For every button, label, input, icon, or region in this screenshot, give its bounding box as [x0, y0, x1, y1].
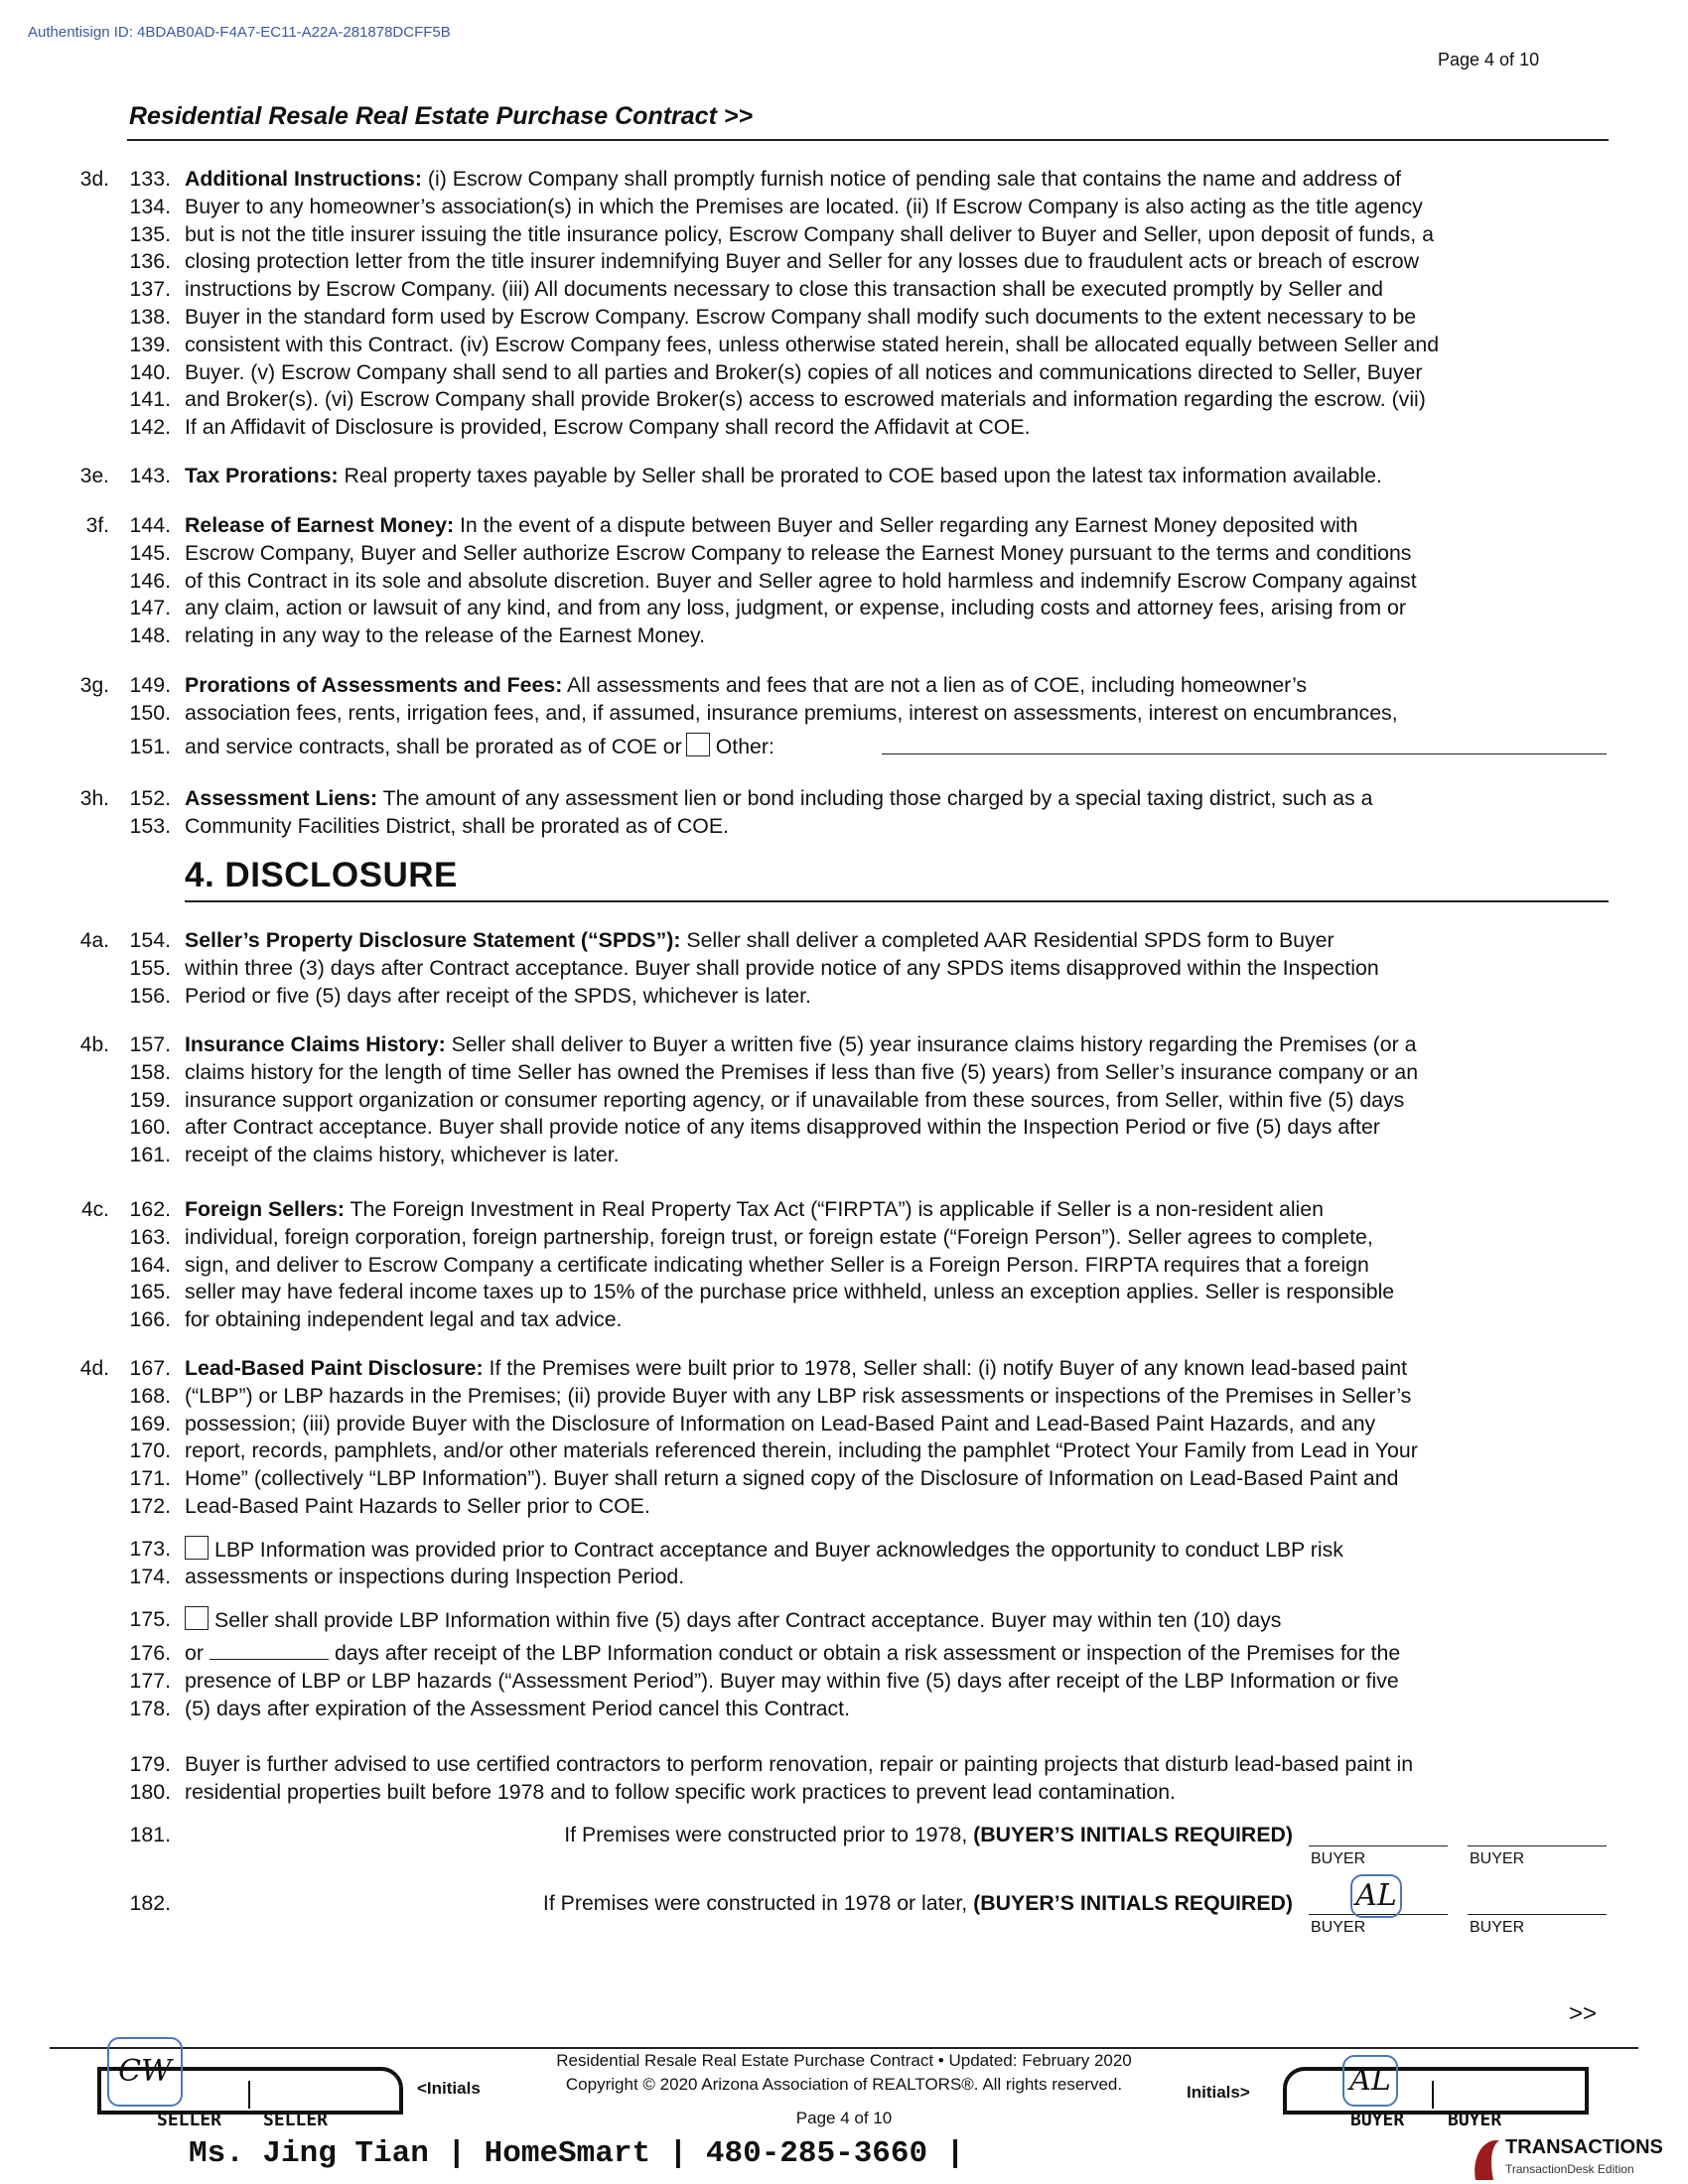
section-3g: [60, 672, 1618, 761]
section-label: 4b.: [79, 1033, 109, 1056]
initials-left-label: <Initials: [417, 2079, 481, 2098]
line-text-after: days after receipt of the LBP Information conduct or obtain a risk assessment or inspection of the Premises for the: [334, 1640, 1401, 1665]
line-text: consistent with this Contract. (iv) Escrow Company fees, unless otherwise stated herein, shall be allocated equally between Seller and: [185, 332, 1440, 356]
section-4a: [60, 927, 1618, 1010]
section-label: 3h.: [79, 787, 109, 810]
line-147: [60, 595, 1618, 622]
section-label: 3d.: [79, 168, 109, 191]
buyer-initials-box[interactable]: [1283, 2067, 1589, 2115]
line-139: [60, 332, 1618, 359]
line-number: 145.: [129, 540, 171, 565]
line-163: [60, 1224, 1618, 1252]
line-number: 156.: [129, 983, 171, 1008]
line-number: 165.: [129, 1280, 171, 1304]
line-173: [60, 1536, 1618, 1564]
line-168: [60, 1383, 1618, 1411]
line-number: 135.: [129, 221, 171, 246]
title-divider: [127, 139, 1609, 141]
line-number: 141.: [129, 387, 171, 412]
clause-heading: Tax Prorations:: [185, 464, 339, 487]
line-text: insurance support organization or consumer reporting agency, or if unavailable from these sources, from Seller, within five (5) days: [185, 1087, 1405, 1112]
line-number: 137.: [129, 277, 171, 302]
line-number: 167.: [129, 1356, 171, 1380]
line-text: or: [185, 1640, 204, 1665]
line-text: claims history for the length of time Seller has owned the Premises if less than five (5) years) from Seller’s insurance company or an: [185, 1059, 1419, 1084]
line-number: 169.: [129, 1411, 171, 1435]
section-label: 4a.: [79, 929, 109, 952]
buyer-initials-signature: AL: [1350, 1874, 1402, 1918]
buyer-label: BUYER: [1470, 1850, 1525, 1867]
line-text: If an Affidavit of Disclosure is provided, Escrow Company shall record the Affidavit at COE.: [185, 415, 1031, 440]
initials-right-label: Initials>: [1187, 2083, 1250, 2102]
section-3e: [60, 463, 1618, 490]
line-133: [60, 166, 1618, 194]
line-text: within three (3) days after Contract acceptance. Buyer shall provide notice of any SPDS items disapproved within the Inspection: [185, 955, 1379, 980]
clause-heading: Foreign Sellers:: [185, 1197, 345, 1221]
line-text: Buyer is further advised to use certified contractors to perform renovation, repair or painting projects that disturb lead-based paint in: [185, 1752, 1414, 1776]
section-4c: [60, 1196, 1618, 1334]
line-146: [60, 568, 1618, 596]
line-number: 175.: [129, 1607, 171, 1631]
line-number: 159.: [129, 1087, 171, 1112]
line-text: and Broker(s). (vi) Escrow Company shall provide Broker(s) access to escrowed materials and information regarding the escrow. (vii): [185, 387, 1426, 412]
buyer-label: BUYER: [1448, 2110, 1502, 2130]
section-label: 4d.: [79, 1357, 109, 1380]
seller-box-divider: [248, 2081, 250, 2109]
initials-text: If Premises were constructed prior to 1978,: [564, 1823, 974, 1846]
footer-page-number: Page 4 of 10: [795, 2109, 893, 2127]
line-text: The Foreign Investment in Real Property Tax Act (“FIRPTA”) is applicable if Seller is a non-resident alien: [344, 1197, 1324, 1221]
lbp-advisory: [60, 1751, 1618, 1807]
logo-subtitle: TransactionDesk Edition: [1505, 2162, 1634, 2176]
line-161: [60, 1142, 1618, 1169]
line-text: Home” (collectively “LBP Information”). Buyer shall return a signed copy of the Disclosure of Information on Lead-Based Paint and: [185, 1466, 1399, 1491]
line-number: 166.: [129, 1307, 171, 1332]
line-157: [60, 1031, 1618, 1059]
clause-heading: Additional Instructions:: [185, 167, 422, 191]
line-number: 161.: [129, 1143, 171, 1167]
line-text: assessments or inspections during Inspection Period.: [185, 1564, 685, 1588]
section-4d: [60, 1355, 1618, 1521]
agent-info: Ms. Jing Tian | HomeSmart | 480-285-3660 |: [189, 2136, 965, 2171]
buyer-initials-signature: AL: [1342, 2055, 1398, 2107]
line-number: 142.: [129, 415, 171, 440]
line-number: 153.: [129, 813, 171, 838]
footer-copyright: Copyright © 2020 Arizona Association of REALTORS®. All rights reserved.: [565, 2075, 1123, 2094]
line-142: [60, 414, 1618, 442]
footer-divider: [50, 2047, 1638, 2049]
line-text: any claim, action or lawsuit of any kind, and from any loss, judgment, or expense, including costs and attorney fees, arising from or: [185, 596, 1406, 620]
clause-heading: Assessment Liens:: [185, 786, 378, 810]
line-number: 143.: [129, 464, 171, 487]
line-number: 150.: [129, 700, 171, 725]
line-171: [60, 1465, 1618, 1493]
section-label: 3f.: [85, 514, 109, 537]
line-text: (i) Escrow Company shall promptly furnish notice of pending sale that contains the name and address of: [422, 167, 1402, 191]
line-number: 133.: [129, 167, 171, 191]
line-text: Period or five (5) days after receipt of the SPDS, whichever is later.: [185, 983, 811, 1008]
line-text: Escrow Company, Buyer and Seller authorize Escrow Company to release the Earnest Money pursuant to the terms and conditions: [185, 540, 1412, 565]
line-153: [60, 813, 1618, 841]
line-172: [60, 1493, 1618, 1521]
line-text: of this Contract in its sole and absolute discretion. Buyer and Seller agree to hold harmless and indemnify Escrow Company against: [185, 568, 1417, 593]
lbp-option-2: [60, 1606, 1618, 1722]
line-text: seller may have federal income taxes up to 15% of the purchase price withheld, unless an exception applies. Seller is responsible: [185, 1280, 1395, 1304]
line-number: 136.: [129, 249, 171, 274]
line-number: 173.: [129, 1537, 171, 1561]
line-number: 157.: [129, 1032, 171, 1056]
line-166: [60, 1306, 1618, 1334]
authentisign-id: Authentisign ID: 4BDAB0AD-F4A7-EC11-A22A-281878DCFF5B: [28, 24, 451, 41]
disclosure-heading: 4. DISCLOSURE: [185, 856, 458, 894]
line-text: LBP Information was provided prior to Contract acceptance and Buyer acknowledges the opportunity to conduct LBP risk: [214, 1538, 1343, 1562]
line-text: In the event of a dispute between Buyer and Seller regarding any Earnest Money deposited with: [454, 513, 1358, 537]
line-text: residential properties built before 1978 and to follow specific work practices to prevent lead contamination.: [185, 1779, 1176, 1804]
line-number: 154.: [129, 928, 171, 952]
line-175: [60, 1606, 1618, 1634]
buyer-label: BUYER: [1470, 1919, 1525, 1936]
line-156: [60, 983, 1618, 1011]
section-label: 3g.: [79, 674, 109, 697]
line-text: after Contract acceptance. Buyer shall provide notice of any items disapproved within the Inspection Period or five (5) days after: [185, 1115, 1380, 1140]
line-text: Buyer. (v) Escrow Company shall send to all parties and Broker(s) copies of all notices and communications directed to Seller, Buyer: [185, 359, 1423, 384]
initials-row-181: [60, 1822, 1628, 1867]
section-label: 3e.: [79, 465, 109, 487]
line-number: 181.: [129, 1823, 171, 1846]
line-150: [60, 700, 1618, 728]
line-number: 162.: [129, 1197, 171, 1221]
footer-form-title: Residential Resale Real Estate Purchase Contract • Updated: February 2020: [556, 2051, 1132, 2070]
line-174: [60, 1564, 1618, 1591]
line-text: Seller shall deliver a completed AAR Residential SPDS form to Buyer: [680, 928, 1335, 952]
line-176: [60, 1634, 1618, 1668]
line-text: All assessments and fees that are not a lien as of COE, including homeowner’s: [562, 673, 1308, 697]
line-178: [60, 1696, 1618, 1723]
line-number: 138.: [129, 304, 171, 329]
line-text: (5) days after expiration of the Assessment Period cancel this Contract.: [185, 1696, 850, 1720]
section-label: 4c.: [80, 1198, 109, 1221]
line-162: [60, 1196, 1618, 1224]
line-text: individual, foreign corporation, foreign partnership, foreign trust, or foreign estate (“Foreign Person”). Seller agrees to complete,: [185, 1224, 1373, 1249]
line-158: [60, 1059, 1618, 1087]
seller-initials-signature: CW: [107, 2037, 183, 2107]
line-number: 144.: [129, 513, 171, 537]
line-154: [60, 927, 1618, 955]
line-text: for obtaining independent legal and tax advice.: [185, 1307, 623, 1332]
buyer-initials-field-2[interactable]: [1468, 1914, 1607, 1915]
seller-label: SELLER: [263, 2110, 329, 2130]
line-159: [60, 1087, 1618, 1115]
line-text: receipt of the claims history, whichever is later.: [185, 1143, 620, 1167]
initials-required: (BUYER’S INITIALS REQUIRED): [973, 1823, 1293, 1846]
line-164: [60, 1252, 1618, 1280]
line-140: [60, 359, 1618, 387]
line-text: Buyer in the standard form used by Escrow Company. Escrow Company shall modify such documents to the extent necessary to be: [185, 304, 1417, 329]
buyer-label: BUYER: [1311, 1919, 1366, 1936]
buyer-initials-field-1[interactable]: [1309, 1845, 1448, 1846]
disclosure-divider: [185, 900, 1609, 902]
line-text: possession; (iii) provide Buyer with the Disclosure of Information on Lead-Based Paint and Lead-Based Paint Hazards, and any: [185, 1411, 1376, 1435]
line-165: [60, 1279, 1618, 1306]
line-number: 179.: [129, 1752, 171, 1776]
line-text: instructions by Escrow Company. (iii) All documents necessary to close this transaction shall be executed promptly by Seller and: [185, 277, 1383, 302]
initials-row-182: [60, 1878, 1628, 1936]
line-text: association fees, rents, irrigation fees, and, if assumed, insurance premiums, interest on assessments, interest on encumbrances,: [185, 700, 1398, 725]
line-text: Buyer to any homeowner’s association(s) in which the Premises are located. (ii) If Escrow Company is also acting as the title agency: [185, 194, 1423, 218]
line-text: Seller shall provide LBP Information within five (5) days after Contract acceptance. Buyer may within ten (10) days: [214, 1608, 1282, 1632]
line-text: (“LBP”) or LBP hazards in the Premises; (ii) provide Buyer with any LBP risk assessments or inspections of the Premises in Seller’s: [185, 1383, 1412, 1408]
line-number: 164.: [129, 1252, 171, 1277]
line-text: and service contracts, shall be prorated as of COE or: [185, 734, 682, 758]
initials-required: (BUYER’S INITIALS REQUIRED): [973, 1891, 1293, 1915]
line-151: [60, 728, 1618, 761]
line-text: The amount of any assessment lien or bond including those charged by a special taxing district, such as a: [377, 786, 1373, 810]
other-checkbox[interactable]: [686, 733, 710, 756]
line-169: [60, 1411, 1618, 1438]
line-167: [60, 1355, 1618, 1383]
line-170: [60, 1437, 1618, 1465]
line-text-after: Other:: [715, 734, 774, 758]
logo-title: TRANSACTIONS: [1505, 2136, 1663, 2158]
clause-heading: Insurance Claims History:: [185, 1032, 446, 1056]
line-179: [60, 1751, 1618, 1779]
line-number: 147.: [129, 596, 171, 620]
line-155: [60, 955, 1618, 983]
line-text: but is not the title insurer issuing the title insurance policy, Escrow Company shall deliver to Buyer and Seller, upon deposit of funds, a: [185, 221, 1434, 246]
line-text: If the Premises were built prior to 1978, Seller shall: (i) notify Buyer of any known lead-based paint: [483, 1356, 1408, 1380]
line-141: [60, 386, 1618, 414]
other-input-field[interactable]: [882, 753, 1607, 754]
line-text: sign, and deliver to Escrow Company a certificate indicating whether Seller is a Foreign Person. FIRPTA requires that a foreign: [185, 1252, 1369, 1277]
clause-heading: Seller’s Property Disclosure Statement (“SPDS”):: [185, 928, 681, 952]
transactions-logo-icon: [1470, 2136, 1503, 2180]
page-number: Page 4 of 10: [1438, 50, 1540, 69]
line-text: Real property taxes payable by Seller shall be prorated to COE based upon the latest tax information available.: [338, 464, 1382, 487]
line-number: 177.: [129, 1668, 171, 1693]
buyer-initials-field-2[interactable]: [1468, 1845, 1607, 1846]
section-3d: [60, 166, 1618, 442]
line-number: 134.: [129, 194, 171, 218]
clause-heading: Prorations of Assessments and Fees:: [185, 673, 563, 697]
line-number: 151.: [129, 734, 171, 758]
initials-text: If Premises were constructed in 1978 or later,: [542, 1891, 974, 1915]
line-135: [60, 221, 1618, 249]
option-checkbox[interactable]: [185, 1536, 209, 1560]
line-134: [60, 194, 1618, 221]
buyer-label: BUYER: [1350, 2110, 1405, 2130]
line-text: Seller shall deliver to Buyer a written five (5) year insurance claims history regarding the Premises (or a: [445, 1032, 1417, 1056]
line-number: 146.: [129, 568, 171, 593]
section-3h: [60, 785, 1618, 841]
line-137: [60, 276, 1618, 304]
line-number: 170.: [129, 1438, 171, 1463]
buyer-label: BUYER: [1311, 1850, 1366, 1867]
line-144: [60, 512, 1618, 540]
line-number: 182.: [129, 1891, 171, 1915]
line-177: [60, 1668, 1618, 1696]
line-number: 180.: [129, 1779, 171, 1804]
line-text: Community Facilities District, shall be prorated as of COE.: [185, 813, 729, 838]
line-136: [60, 248, 1618, 276]
line-number: 172.: [129, 1493, 171, 1518]
line-number: 178.: [129, 1696, 171, 1720]
document-title: Residential Resale Real Estate Purchase Contract >>: [129, 102, 754, 130]
line-number: 140.: [129, 359, 171, 384]
line-number: 163.: [129, 1224, 171, 1249]
line-number: 174.: [129, 1564, 171, 1588]
line-number: 148.: [129, 623, 171, 648]
section-3f: [60, 512, 1618, 650]
line-143: [60, 463, 1618, 490]
line-text: closing protection letter from the title insurer indemnifying Buyer and Seller for any losses due to fraudulent acts or breach of escrow: [185, 249, 1419, 274]
line-number: 149.: [129, 673, 171, 697]
line-180: [60, 1779, 1618, 1807]
line-number: 160.: [129, 1115, 171, 1140]
line-number: 176.: [129, 1640, 171, 1665]
seller-label: SELLER: [157, 2110, 222, 2130]
buyer-box-divider: [1432, 2081, 1434, 2109]
clause-heading: Release of Earnest Money:: [185, 513, 455, 537]
line-number: 168.: [129, 1383, 171, 1408]
line-text: relating in any way to the release of the Earnest Money.: [185, 623, 706, 648]
line-138: [60, 304, 1618, 332]
lbp-option-1: [60, 1536, 1618, 1591]
line-160: [60, 1114, 1618, 1142]
line-number: 152.: [129, 786, 171, 810]
days-blank-field[interactable]: [210, 1641, 329, 1660]
next-page-arrow: >>: [1569, 2000, 1598, 2027]
line-number: 171.: [129, 1466, 171, 1491]
line-number: 158.: [129, 1059, 171, 1084]
line-145: [60, 540, 1618, 568]
line-152: [60, 785, 1618, 813]
section-4b: [60, 1031, 1618, 1169]
line-148: [60, 622, 1618, 650]
option-checkbox[interactable]: [185, 1606, 209, 1630]
line-text: Lead-Based Paint Hazards to Seller prior to COE.: [185, 1493, 650, 1518]
clause-heading: Lead-Based Paint Disclosure:: [185, 1356, 484, 1380]
line-number: 155.: [129, 955, 171, 980]
line-number: 139.: [129, 332, 171, 356]
line-text: report, records, pamphlets, and/or other materials referenced therein, including the pamphlet “Protect Your Family from Lead in Your: [185, 1438, 1418, 1463]
line-149: [60, 672, 1618, 700]
line-text: presence of LBP or LBP hazards (“Assessment Period”). Buyer may within five (5) days after receipt of the LBP Information or five: [185, 1668, 1399, 1693]
